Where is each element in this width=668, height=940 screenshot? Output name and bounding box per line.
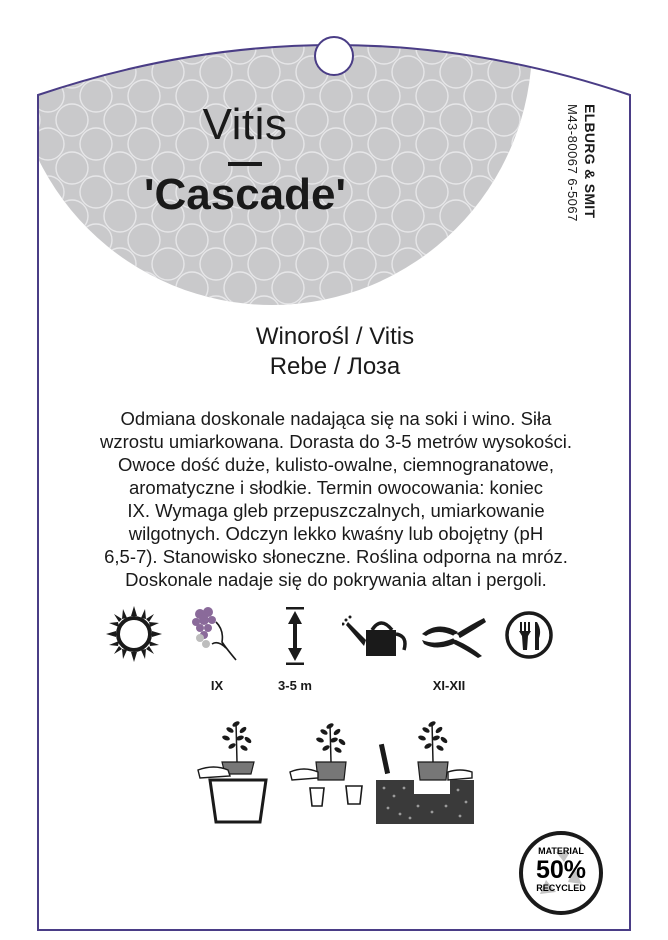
planting-step-3-icon — [374, 714, 474, 826]
height-arrow-icon — [284, 606, 306, 666]
common-names-line-1: Winorośl / Vitis — [255, 323, 415, 350]
description-line: 6,5-7). Stanowisko słoneczne. Roślina odporna na mróz. — [104, 546, 568, 567]
vendor-code: M43-80067 6-5067 — [565, 104, 580, 222]
description-line: aromatyczne i słodkie. Termin owocowania: koniec — [128, 477, 544, 498]
sun-icon — [106, 606, 162, 662]
badge-line-3: RECYCLED — [536, 883, 586, 893]
title-dash — [228, 162, 262, 166]
height-label: 3-5 m — [278, 678, 312, 693]
planting-step-1-icon — [196, 714, 278, 826]
description-line: wzrostu umiarkowana. Dorasta do 3-5 metrów wysokości. — [100, 431, 572, 452]
vendor-name: ELBURG & SMIT — [582, 104, 598, 219]
pruning-label: XI-XII — [432, 678, 466, 693]
hang-hole — [315, 37, 353, 75]
description-line: wilgotnych. Odczyn lekko kwaśny lub obojętny (pH — [128, 523, 544, 544]
description — [62, 407, 610, 591]
cultivar-title: 'Cascade' — [144, 170, 346, 219]
fruit-icon — [186, 604, 242, 666]
common-names-line-2: Rebe / Лоза — [269, 353, 401, 380]
description-line: Odmiana doskonale nadająca się na soki i wino. Siła — [120, 408, 552, 429]
badge-line-2: 50% — [535, 856, 587, 884]
description-line: Doskonale nadaje się do pokrywania altan i pergoli. — [125, 569, 547, 590]
description-line: IX. Wymaga gleb przepuszczalnych, umiarkowanie — [127, 500, 545, 521]
fruit-label: IX — [210, 678, 224, 693]
recycled-material-badge — [516, 828, 606, 918]
planting-step-2-icon — [288, 716, 372, 812]
watering-can-icon — [342, 614, 410, 658]
cutlery-icon — [504, 610, 554, 660]
genus-title: Vitis — [202, 100, 288, 149]
description-line: Owoce dość duże, kulisto-owalne, ciemnogranatowe, — [117, 454, 554, 475]
pruning-shears-icon — [418, 614, 488, 660]
common-names — [150, 322, 520, 382]
badge-line-1: MATERIAL — [538, 846, 584, 856]
